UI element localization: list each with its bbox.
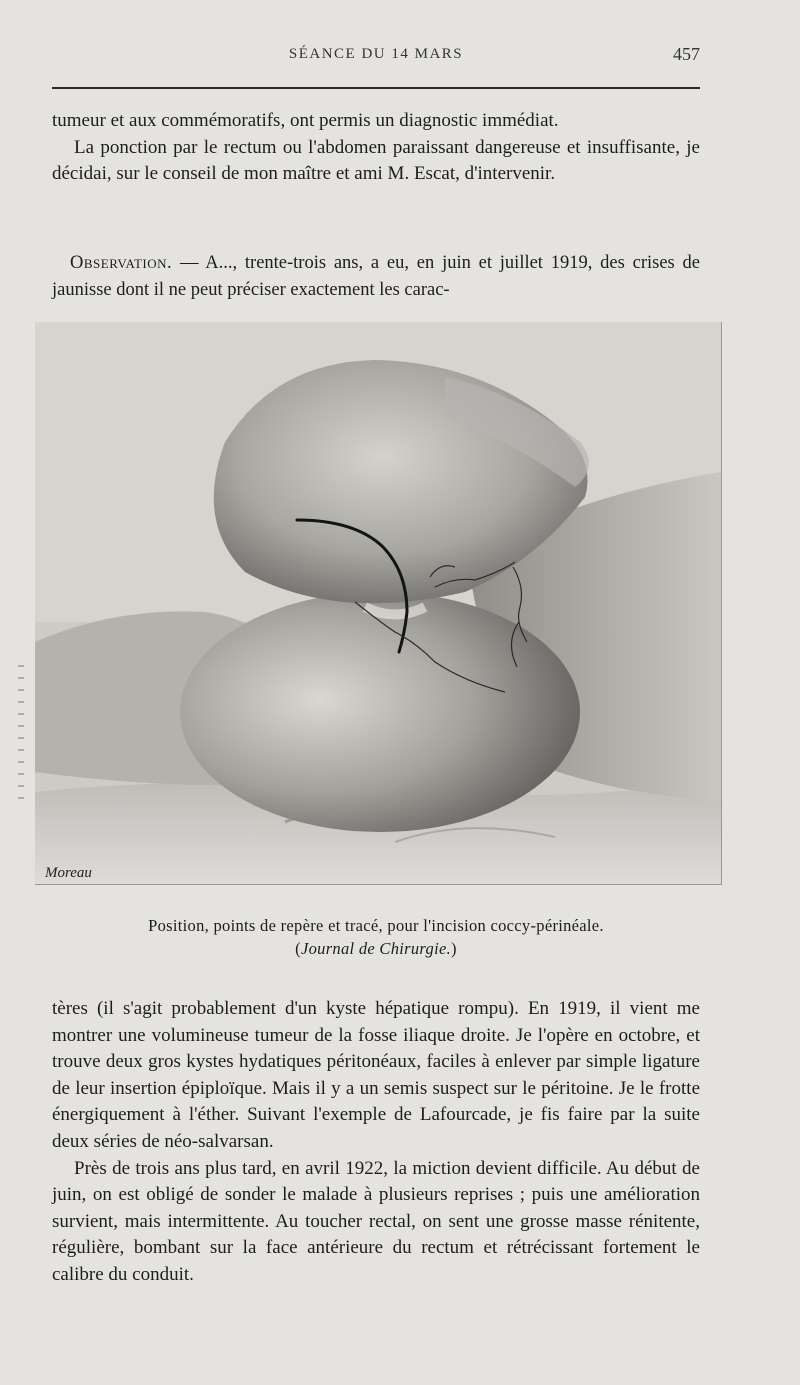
top-text-block [52,108,700,188]
page-header [52,46,700,70]
paragraph-ponction: La ponction par le rectum ou l'abdomen paraissant dangereuse et insuffisante, je décidai, sur le conseil de mon maître et ami M. Escat, d'intervenir. [52,136,700,185]
margin-mark [18,665,24,805]
page-number: 457 [673,44,700,64]
running-title: SÉANCE DU 14 MARS [288,46,464,62]
surgical-illustration [35,322,722,885]
artist-signature: Moreau [45,865,92,881]
observation-text: — A..., trente-trois ans, a eu, en juin et juillet 1919, des crises de jaunisse dont il ne peut préciser exactement les carac- [52,253,700,300]
observation-label: Observation. [70,253,173,273]
header-rule [52,87,700,89]
observation-block [52,250,700,304]
caption-close-paren: ) [451,939,457,958]
bottom-text-block [52,996,700,1289]
observation-paragraph [52,250,700,304]
paragraph-history: tères (il s'agit probablement d'un kyste hépatique rompu). En 1919, il vient me montrer une volumineuse tumeur de la fosse iliaque droite. Je l'opère en octobre, et trouve deux gros kystes hydatiques péritonéaux, faciles à enlever par simple ligature de leur insertion épiploïque. Mais il y a un semis suspect sur le péritoine. Je le frotte énergiquement à l'éther. Suivant l'exemple de Lafourcade, je fis faire par la suite deux séries de néo-salvarsan. [52,998,700,1152]
paragraph-continuation: tumeur et aux commémoratifs, ont permis un diagnostic immédiat. [52,110,559,131]
caption-line: Position, points de repère et tracé, pour l'incision coccy-périnéale. [148,916,604,935]
caption-open-paren: ( [295,939,301,958]
illustration-drawing [35,322,721,884]
figure-caption [52,914,700,960]
paragraph-miction: Près de trois ans plus tard, en avril 1922, la miction devient difficile. Au début de juin, on est obligé de sonder le malade à plusieurs reprises ; puis une amélioration survient, mais intermittente. Au toucher rectal, on sent une grosse masse rénitente, régulière, bombant sur la face antérieure du rectum et rétrécissant fortement le calibre du conduit. [52,1157,700,1285]
caption-source: Journal de Chirurgie. [300,939,452,958]
caption-source-line [52,937,700,960]
